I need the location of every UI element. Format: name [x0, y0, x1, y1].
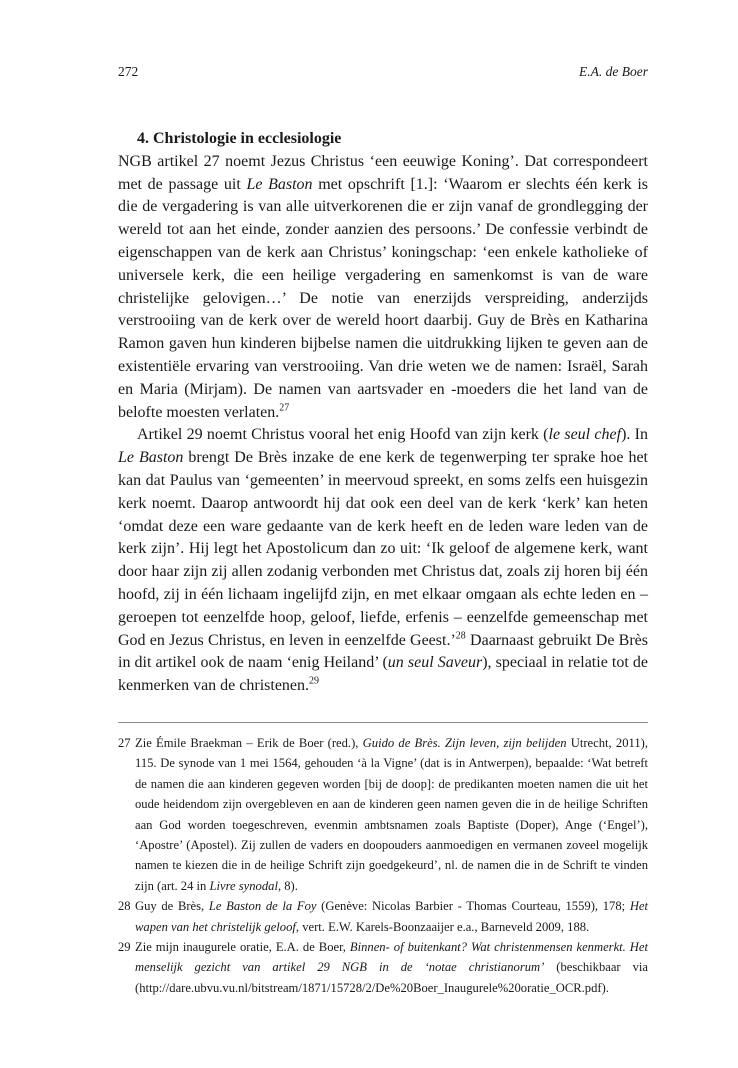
- footnote-28: [118, 896, 648, 937]
- footnote-29-text-c: (beschikbaar via (http://dare.ubvu.vu.nl/bitstream/1871/15728/2/De%20Boer_Inaugurele%20oratie_OCR.pdf).: [135, 960, 648, 995]
- footnote-ref-29[interactable]: 29: [309, 675, 320, 687]
- paragraph-2-text-c: ). In: [621, 426, 649, 444]
- paragraph-2: [118, 424, 648, 698]
- footnote-27-text-a: Zie Émile Braekman – Erik de Boer (red.),: [135, 736, 363, 750]
- paragraph-2-text-f: Daarnaast gebruikt De Brès in dit artikel ook de naam ‘enig Heiland’ (: [118, 631, 649, 672]
- footnote-27: [118, 733, 648, 896]
- running-header: [118, 64, 648, 84]
- footnote-28-text-a: Guy de Brès,: [135, 899, 209, 914]
- footnote-29-italic-b: Binnen- of buitenkant? Wat christenmensen kenmerkt. Het menselijk gezicht van artikel 29 NGB in de ‘notae christianorum’: [135, 940, 648, 975]
- footnote-28-italic-b: Le Baston de la Foy: [208, 899, 317, 914]
- footnotes: [118, 733, 648, 998]
- footnote-28-text-c: (Genève: Nicolas Barbier - Thomas Courteau, 1559), 178;: [316, 899, 630, 914]
- footnote-27-text-e: , 8).: [277, 878, 298, 893]
- running-head-author: E.A. de Boer: [579, 64, 648, 79]
- footnote-27-italic-d: Livre synodal: [209, 878, 278, 893]
- footnote-27-text-c: Utrecht, 2011), 115. De synode van 1 mei 1564, gehouden ‘à la Vigne’ (dat is in Antwerpen), bepaalde: ‘Wat betreft de namen die aan kinderen gegeven worden [bij de doop]: de predikanten moeten namen die uit het oude heidendom zijn overgebleven en aan de kinderen geen namen geven die in de heilige Schriften aan God worden toegeschreven, evenmin ambtsnamen zoals Baptiste (Doper), Ange (‘Engel’), ‘Apostre’ (Apostel). Zij zullen de vaders en doopouders aanmoedigen en vermanen zoveel mogelijk namen te kiezen die in de heilige Schrift zijn goedgekeurd’, nl. de namen die in de Schrift te vinden zijn (art. 24 in: [135, 736, 648, 893]
- paragraph-1-text-a: NGB artikel 27 noemt Jezus Christus ‘een eeuwige Koning’. Dat correspondeert met de passage uit: [118, 152, 648, 193]
- footnote-28-italic-d: Het wapen van het christelijk geloof: [135, 899, 648, 934]
- paragraph-2-italic-d: Le Baston: [118, 449, 184, 467]
- paragraph-1-text-c: met opschrift [1.]: ‘Waarom er slechts één kerk is die de vergadering is van alle uitverkorenen die er zijn vanaf de grondlegging der wereld tot aan het einde, zonder aanzien des persoons.’ De confessie verbindt de eigenschappen van de kerk aan Christus’ koningschap: ‘een enkele katholieke of universele kerk, die een heilige vergadering en samenkomst is van de ware christelijke gelovigen…’ De notie van enerzijds verspreiding, anderzijds verstrooiing van de kerk over de wereld hoort daarbij. Guy de Brès en Katharina Ramon gaven hun kinderen bijbelse namen die uitdrukking lijken te geven aan de existentiële ervaring van verstrooiing. Van drie weten we de namen: Israël, Sarah en Maria (Mirjam). De namen van aartsvader en -moeders die het land van de belofte moesten verlaten.: [118, 175, 648, 421]
- paragraph-2-italic-b: le seul chef: [548, 426, 622, 444]
- paragraph-2-text-a: Artikel 29 noemt Christus vooral het enig Hoofd van zijn kerk (: [137, 426, 549, 444]
- paragraph-2-text-h: ), speciaal in relatie tot de kenmerken van de christenen.: [118, 654, 649, 695]
- paragraph-1: [118, 151, 648, 425]
- section-heading: 4. Christologie in ecclesiologie: [137, 130, 342, 147]
- page-number: 272: [118, 64, 139, 79]
- footnote-28-number: 28: [118, 899, 131, 914]
- paragraph-2-text-e: brengt De Brès inzake de ene kerk de tegenwerping ter sprake hoe het kan dat Paulus van ‘gemeenten’ in meervoud spreekt, en soms zelfs een huisgezin kerk noemt. Daarop antwoordt hij dat ook een deel van de kerk ‘kerk’ kan heten ‘omdat deze een ware gedaante van de kerk heeft en de leden ware leden van de kerk zijn’. Hij legt het Apostolicum dan zo uit: ‘Ik geloof de algemene kerk, want door haar zijn zij allen zodanig verbonden met Christus dat, zoals zij horen bij één hoofd, zij in één lichaam ingelijfd zijn, en met elkaar omgaan als echte leden en – geroepen tot eenzelfde hoop, geloof, liefde, erfenis – eenzelfde gemeenschap met God en Jezus Christus, en leven in eenzelfde Geest.’: [118, 449, 648, 649]
- footnote-29: [118, 937, 648, 998]
- footnote-separator: [118, 722, 648, 723]
- footnote-27-number: 27: [118, 736, 131, 750]
- paragraph-2-italic-g: un seul Saveur: [387, 654, 483, 672]
- footnote-29-text-a: Zie mijn inaugurele oratie, E.A. de Boer,: [135, 940, 350, 955]
- footnote-28-text-e: , vert. E.W. Karels-Boonzaaijer e.a., Barneveld 2009, 188.: [295, 919, 590, 934]
- footnote-ref-27[interactable]: 27: [279, 402, 290, 414]
- footnote-29-number: 29: [118, 940, 131, 955]
- paragraph-1-italic-title: Le Baston: [246, 175, 313, 193]
- body-text: [118, 128, 648, 698]
- footnote-27-italic-b: Guido de Brès. Zijn leven, zijn belijden: [362, 736, 567, 750]
- footnote-ref-28[interactable]: 28: [455, 630, 466, 642]
